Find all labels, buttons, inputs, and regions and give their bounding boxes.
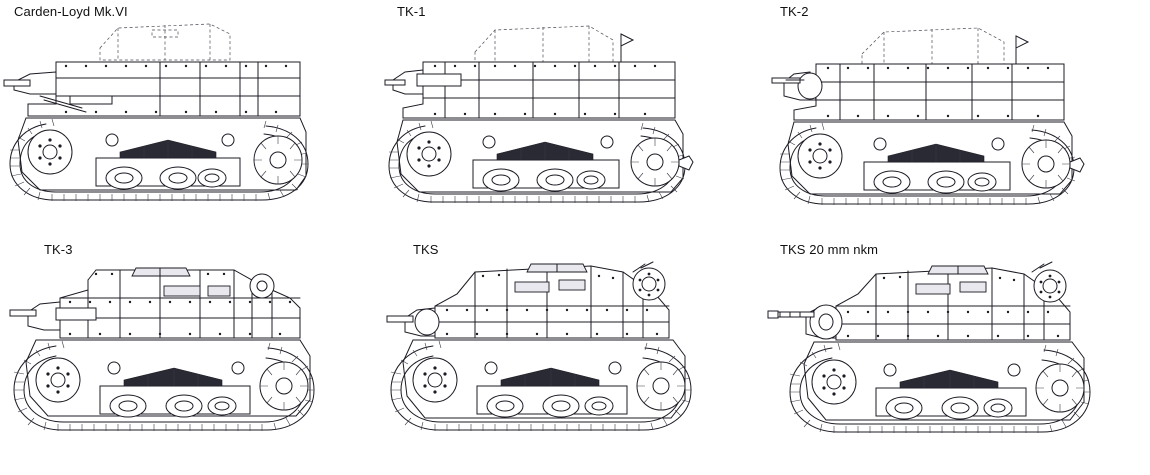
panel-tks-20mm-nkm	[766, 238, 1149, 475]
panel-caption: TK-2	[780, 4, 809, 19]
panel-tk-1	[383, 0, 766, 237]
tank-drawing-tks-20mm-nkm	[766, 238, 1149, 475]
tank-drawing-tks	[383, 238, 766, 475]
panel-tks	[383, 238, 766, 475]
tank-drawing-tk-2	[766, 0, 1149, 237]
panel-caption: TKS 20 mm nkm	[780, 242, 879, 257]
panel-caption: TKS	[413, 242, 439, 257]
panel-caption: TK-3	[44, 242, 73, 257]
tank-drawing-tk-3	[0, 238, 383, 475]
tank-drawing-tk-1	[383, 0, 766, 237]
panel-carden-loyd-mk-vi	[0, 0, 383, 237]
panel-tk-2	[766, 0, 1149, 237]
panel-tk-3	[0, 238, 383, 475]
tank-drawing-carden-loyd-mk-vi	[0, 0, 383, 237]
panel-caption: Carden-Loyd Mk.VI	[14, 4, 128, 19]
panel-caption: TK-1	[397, 4, 426, 19]
